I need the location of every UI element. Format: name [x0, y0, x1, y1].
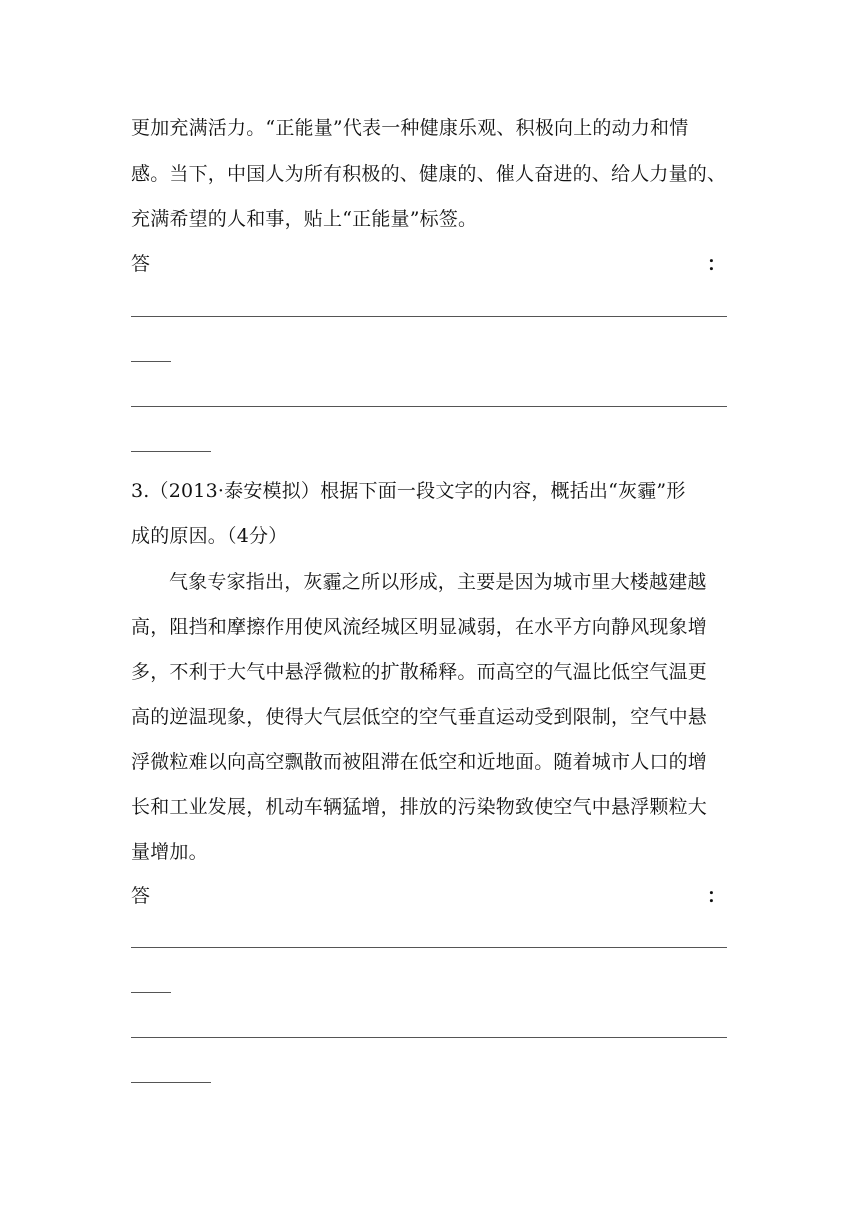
answer1-line-2-end[interactable] [131, 451, 211, 452]
passage3-line-1: 气象专家指出，灰霾之所以形成，主要是因为城市里大楼越建越 [169, 571, 707, 593]
passage1-line-1: 更加充满活力。“正能量”代表一种健康乐观、积极向上的动力和情 [131, 117, 689, 139]
passage1-line-3: 充满希望的人和事，贴上“正能量”标签。 [131, 208, 478, 230]
passage3-line-4: 高的逆温现象，使得大气层低空的空气垂直运动受到限制，空气中悬 [131, 706, 708, 728]
answer3-line-2-end[interactable] [131, 1082, 211, 1083]
answer3-line-1-end[interactable] [131, 992, 171, 993]
passage3-line-2: 高，阻挡和摩擦作用使风流经城区明显减弱，在水平方向静风现象增 [131, 616, 708, 638]
question3-line-2: 成的原因。（4分） [131, 525, 288, 547]
answer1-line-2[interactable] [131, 406, 727, 407]
passage3-line-3: 多，不利于大气中悬浮微粒的扩散稀释。而高空的气温比低空气温更 [131, 661, 708, 683]
answer3-line-1[interactable] [131, 947, 727, 948]
answer1-line-1[interactable] [131, 316, 727, 317]
question3-line-1: 3.（2013·泰安模拟）根据下面一段文字的内容，概括出“灰霾”形 [131, 480, 686, 502]
answer3-line-2[interactable] [131, 1037, 727, 1038]
passage1-line-2: 感。当下，中国人为所有积极的、健康的、催人奋进的、给人力量的、 [131, 163, 727, 185]
answer1-colon: ： [707, 253, 727, 275]
passage3-line-5: 浮微粒难以向高空飘散而被阻滞在低空和近地面。随着城市人口的增 [131, 751, 708, 773]
answer3-label: 答 [131, 885, 151, 907]
answer3-colon: ： [707, 885, 727, 907]
passage3-line-7: 量增加。 [131, 841, 208, 863]
answer1-label: 答 [131, 253, 151, 275]
answer1-line-1-end[interactable] [131, 361, 171, 362]
passage3-line-6: 长和工业发展，机动车辆猛增，排放的污染物致使空气中悬浮颗粒大 [131, 796, 708, 818]
